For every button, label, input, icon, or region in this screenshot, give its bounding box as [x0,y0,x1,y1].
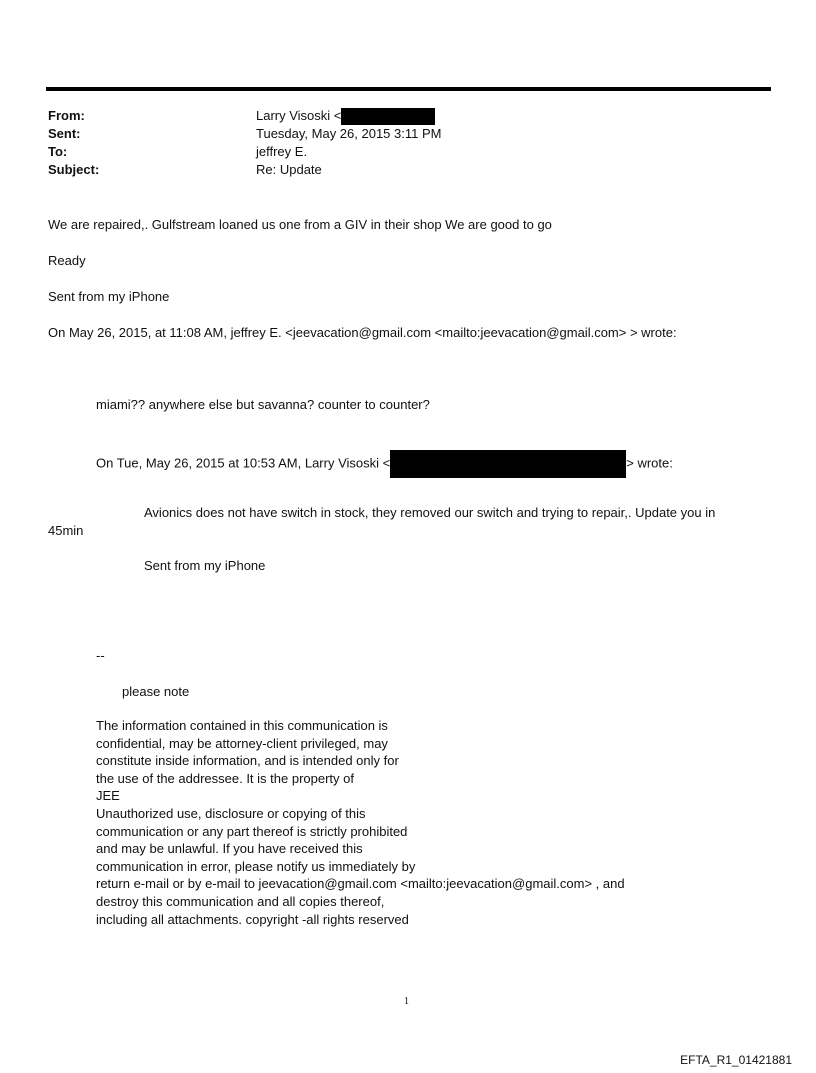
nested-sent-from: Sent from my iPhone [144,558,266,573]
body-line-sent-from: Sent from my iPhone [48,289,170,304]
from-label: From: [48,108,85,123]
quoted-attribution [96,450,673,478]
document-id: EFTA_R1_01421881 [680,1053,792,1067]
from-name: Larry Visoski < [256,108,342,123]
signature-note: please note [122,684,190,699]
page-number: 1 [404,996,409,1007]
disclaimer-text: The information contained in this communication is confidential, may be attorney-client privileged, may constitute inside information, and is intended only for the use of the addressee. It is the property of JEE Unauthorized use, disclosure or copying of this communication or any part thereof is strictly prohibited and may be unlawful. If you have received this communication in error, please notify us immediately by return e-mail or by e-mail to jeevacation@gmail.com <mailto:jeevacation@gmail.com> , and destroy this communication and all copies thereof, including all attachments. copyright -all rights reserved [96,718,625,927]
nested-line-2: 45min [48,523,84,538]
from-value [256,107,435,125]
body-line-attribution: On May 26, 2015, at 11:08 AM, jeffrey E. <jeevacation@gmail.com <mailto:jeevacation@gmail.com> > wrote: [48,325,677,340]
quoted-attribution-start: On Tue, May 26, 2015 at 10:53 AM, Larry Visoski < [96,455,391,471]
quoted-reply: miami?? anywhere else but savanna? counter to counter? [96,397,430,412]
signature-dashes: -- [96,648,105,663]
redaction-box [341,108,435,125]
to-value: jeffrey E. [256,144,308,159]
subject-value: Re: Update [256,162,322,177]
body-line-repaired: We are repaired,. Gulfstream loaned us one from a GIV in their shop We are good to go [48,217,552,232]
nested-line-1: Avionics does not have switch in stock, they removed our switch and trying to repair,. Update you in [144,505,716,520]
body-line-ready: Ready [48,253,86,268]
quoted-attribution-end: > wrote: [626,455,673,471]
sent-value: Tuesday, May 26, 2015 3:11 PM [256,126,442,141]
redaction-box [390,450,626,478]
sent-label: Sent: [48,126,81,141]
subject-label: Subject: [48,162,100,177]
to-label: To: [48,144,68,159]
header-rule [46,87,771,91]
